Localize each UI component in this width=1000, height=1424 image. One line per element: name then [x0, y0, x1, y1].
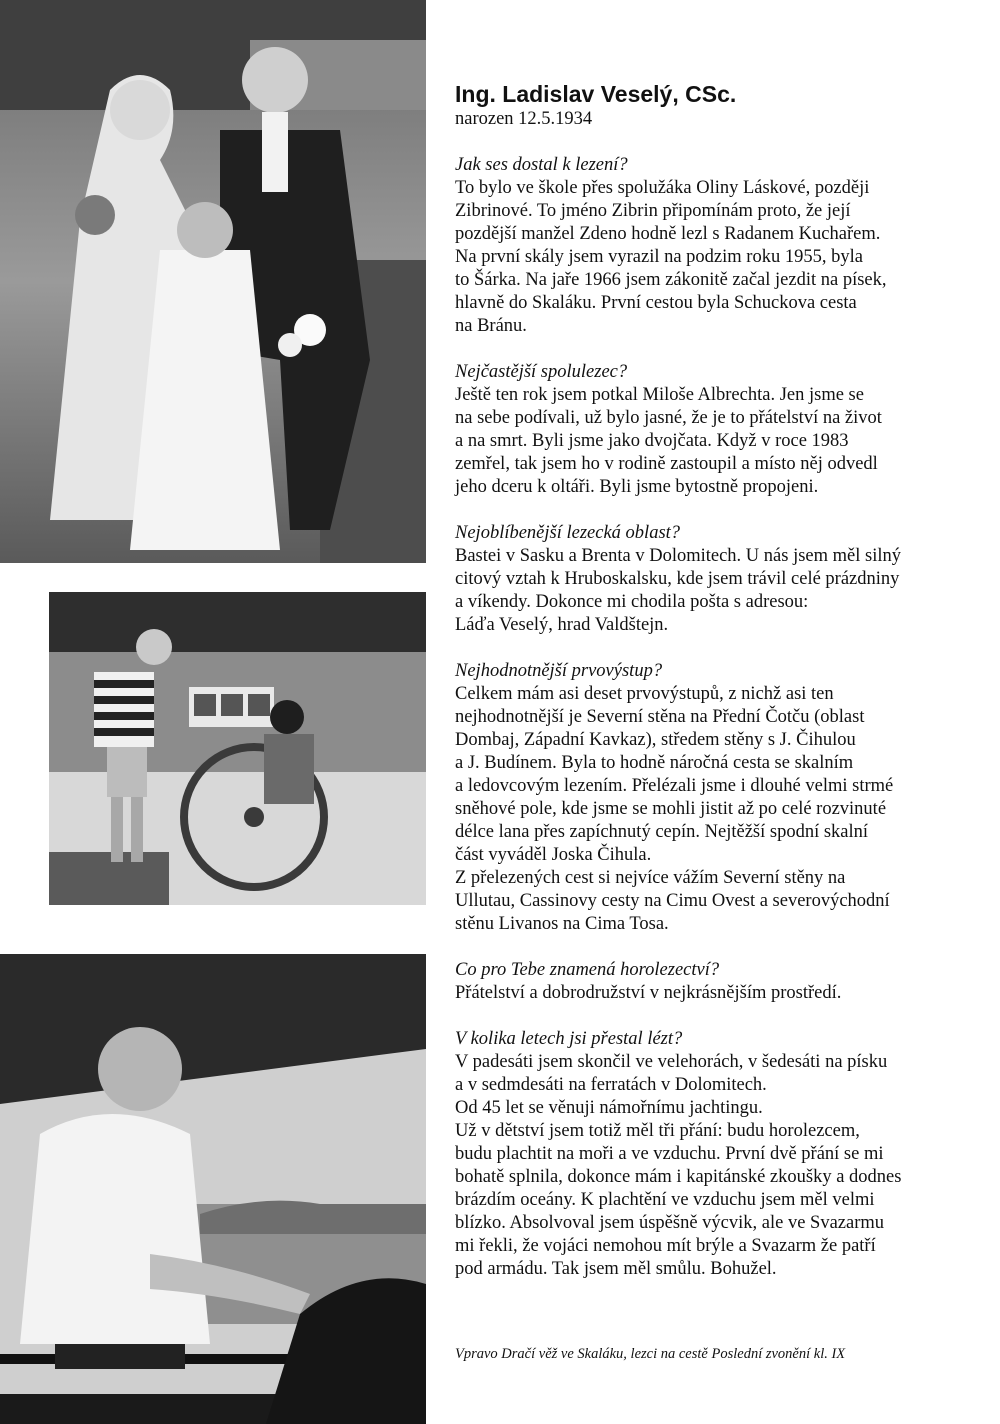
- answer-line: Přátelství a dobrodružství v nejkrásnějším prostředí.: [455, 983, 842, 1003]
- answer: [455, 545, 975, 637]
- question: Nejhodnotnější prvovýstup?: [455, 661, 663, 681]
- answer: [455, 982, 975, 1005]
- question: Nejoblíbenější lezecká oblast?: [455, 523, 681, 543]
- question: Co pro Tebe znamená horolezectví?: [455, 960, 720, 980]
- answer-line: budu plachtit na moři a ve vzduchu. První dvě přání se mi: [455, 1144, 884, 1164]
- answer-line: jeho dceru k oltáři. Byli jsme bytostně propojeni.: [455, 477, 819, 497]
- answer-line: citový vztah k Hruboskalsku, kde jsem trávil celé prázdniny: [455, 569, 900, 589]
- answer-line: a víkendy. Dokonce mi chodila pošta s adresou:: [455, 592, 809, 612]
- answer-line: bohatě splnila, dokonce mám i kapitánské zkoušky a dodnes: [455, 1167, 902, 1187]
- answer-line: Od 45 let se věnuji námořnímu jachtingu.: [455, 1098, 763, 1118]
- qa-list: [455, 154, 975, 1281]
- answer-line: a ledovcovým lezením. Přelézali jsme i dlouhé velmi strmé: [455, 776, 894, 796]
- answer: [455, 177, 975, 338]
- answer-line: V padesáti jsem skončil ve velehorách, v šedesáti na písku: [455, 1052, 888, 1072]
- photo-caption: Vpravo Dračí věž ve Skaláku, lezci na cestě Poslední zvonění kl. IX: [455, 1346, 846, 1362]
- qa-block: [455, 1028, 975, 1281]
- answer-line: a na smrt. Byli jsme jako dvojčata. Když v roce 1983: [455, 431, 849, 451]
- answer-line: stěnu Livanos na Cima Tosa.: [455, 914, 669, 934]
- answer-line: blízko. Absolvoval jsem úspěšně výcvik, ale ve Svazarmu: [455, 1213, 885, 1233]
- answer-line: brázdím oceány. K plachtění ve vzduchu jsem měl velmi: [455, 1190, 875, 1210]
- wedding-photo: [0, 0, 426, 563]
- answer-line: sněhové pole, kde jsme se mohli jistit až po celé rozvinuté: [455, 799, 887, 819]
- answer-line: Ještě ten rok jsem potkal Miloše Albrechta. Jen jsme se: [455, 385, 864, 405]
- answer-line: délce lana přes zapíchnutý cepín. Nejtěžší spodní skalní: [455, 822, 869, 842]
- answer-line: na Bránu.: [455, 316, 527, 336]
- answer-line: Na první skály jsem vyrazil na podzim roku 1955, byla: [455, 247, 863, 267]
- answer-line: Z přelezených cest si nejvíce vážím Severní stěny na: [455, 868, 846, 888]
- answer: [455, 384, 975, 499]
- qa-block: [455, 959, 975, 1005]
- answer-line: Ullutau, Cassinovy cesty na Cimu Ovest a severovýchodní: [455, 891, 890, 911]
- answer-line: pod armádu. Tak jsem měl smůlu. Bohužel.: [455, 1259, 777, 1279]
- question: V kolika letech jsi přestal lézt?: [455, 1029, 683, 1049]
- answer-line: nejhodnotnější je Severní stěna na Přední Čotču (oblast: [455, 707, 865, 727]
- answer-line: Celkem mám asi deset prvovýstupů, z nichž asi ten: [455, 684, 834, 704]
- answer-line: Láďa Veselý, hrad Valdštejn.: [455, 615, 669, 635]
- qa-block: [455, 660, 975, 936]
- interview-text: [455, 80, 975, 1304]
- answer: [455, 683, 975, 936]
- answer: [455, 1051, 975, 1281]
- qa-block: [455, 361, 975, 499]
- answer-line: hlavně do Skaláku. První cestou byla Schuckova cesta: [455, 293, 857, 313]
- answer-line: To bylo ve škole přes spolužáka Oliny Láskové, později: [455, 178, 870, 198]
- answer-line: Už v dětství jsem totiž měl tři přání: budu horolezcem,: [455, 1121, 860, 1141]
- answer-line: to Šárka. Na jaře 1966 jsem zákonitě začal jezdit na písek,: [455, 270, 887, 290]
- answer-line: a v sedmdesáti na ferratách v Dolomitech.: [455, 1075, 767, 1095]
- answer-line: pozdější manžel Zdeno hodně lezl s Radanem Kuchařem.: [455, 224, 881, 244]
- answer-line: na sebe podívali, už bylo jasné, že je to přátelství na život: [455, 408, 882, 428]
- qa-block: [455, 522, 975, 637]
- sailing-photo: [0, 954, 426, 1424]
- question: Nejčastější spolulezec?: [455, 362, 628, 382]
- question: Jak ses dostal k lezení?: [455, 155, 628, 175]
- person-name: Ing. Ladislav Veselý, CSc.: [455, 81, 737, 107]
- answer-line: a J. Budínem. Byla to hodně náročná cesta se skalním: [455, 753, 854, 773]
- answer-line: Dombaj, Západní Kavkaz), středem stěny s J. Čihulou: [455, 730, 856, 750]
- answer-line: Zibrinové. To jméno Zibrin připomínám proto, že její: [455, 201, 851, 221]
- answer-line: zemřel, tak jsem ho v rodině zastoupil a místo něj odvedl: [455, 454, 878, 474]
- birth-date: narozen 12.5.1934: [455, 109, 593, 129]
- answer-line: mi řekli, že vojáci nemohou mít brýle a Svazarm že patří: [455, 1236, 876, 1256]
- answer-line: část vyváděl Joska Čihula.: [455, 845, 652, 865]
- answer-line: Bastei v Sasku a Brenta v Dolomitech. U nás jsem měl silný: [455, 546, 901, 566]
- qa-block: [455, 154, 975, 338]
- yacht-deck-photo: [49, 592, 426, 905]
